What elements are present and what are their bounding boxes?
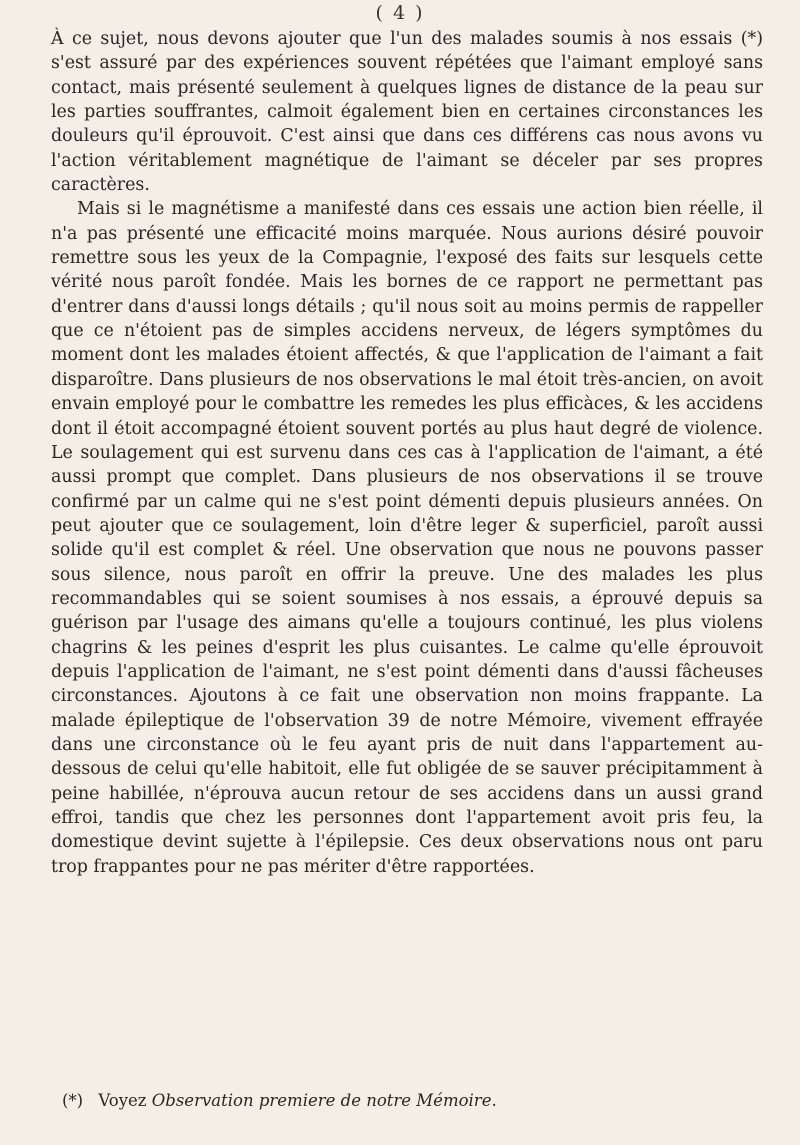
page-number: ( 4 )	[375, 2, 425, 24]
paragraph-1: À ce sujet, nous devons ajouter que l'un des malades soumis à nos essais (*) s'est assuré par des expériences souvent répétées que l'aimant employé sans contact, mais présenté seulement à quelques lignes de distance de la peau sur les parties souffrantes, calmoit également bien en certaines circonstances les douleurs qu'il éprouvoit. C'est ainsi que dans ces différens cas nous avons vu l'action véritablement magnétique de l'aimant se déceler par ses propres caractères.	[51, 29, 763, 196]
body-text	[51, 27, 763, 879]
footnote-reference: Observation premiere de notre Mémoire.	[151, 1091, 497, 1110]
paragraph-2: Mais si le magnétisme a manifesté dans ces essais une action bien réelle, il n'a pas présenté une efficacité moins marquée. Nous aurions désiré pouvoir remettre sous les yeux de la Compagnie, l'exposé des faits sur lesquels cette vérité nous paroît fondée. Mais les bornes de ce rapport ne permettant pas d'entrer dans d'aussi longs détails ; qu'il nous soit au moins permis de rappeller que ce n'étoient pas de simples accidens nerveux, de légers symptômes du moment dont les malades étoient affectés, & que l'application de l'aimant a fait disparoître. Dans plusieurs de nos observations le mal étoit très-ancien, on avoit envain employé pour le combattre les remedes les plus efficàces, & les accidens dont il étoit accompagné étoient souvent portés au plus haut degré de violence. Le soulagement qui est survenu dans ces cas à l'application de l'aimant, a été aussi prompt que complet. Dans plusieurs de nos observations il se trouve confirmé par un calme qui ne s'est point démenti depuis plusieurs années. On peut ajouter que ce soulagement, loin d'être leger & superficiel, paroît aussi solide qu'il est complet & réel. Une observation que nous ne pouvons passer sous silence, nous paroît en offrir la preuve. Une des malades les plus recommandables qui se soient soumises à nos essais, a éprouvé depuis sa guérison par l'usage des aimans qu'elle a toujours continué, les plus violens chagrins & les peines d'esprit les plus cuisantes. Le calme qu'elle éprouvoit depuis l'application de l'aimant, ne s'est point démenti dans d'aussi fâcheuses circonstances. Ajoutons à ce fait une observation non moins frappante. La malade épileptique de l'observation 39 de notre Mémoire, vivement effrayée dans une circonstance où le feu ayant pris de nuit dans l'appartement au-dessous de celui qu'elle habitoit, elle fut obligée de se sauver précipitamment à peine habillée, n'éprouva aucun retour de ses accidens dans un aussi grand effroi, tandis que chez les personnes dont l'appartement avoit pris feu, la domestique devint sujette à l'épilepsie. Ces deux observations nous ont paru trop frappantes pour ne pas mériter d'être rapportées.	[51, 199, 763, 877]
footnote-lead: Voyez	[98, 1091, 147, 1110]
footnote	[62, 1090, 762, 1112]
footnote-mark: (*)	[62, 1091, 84, 1110]
